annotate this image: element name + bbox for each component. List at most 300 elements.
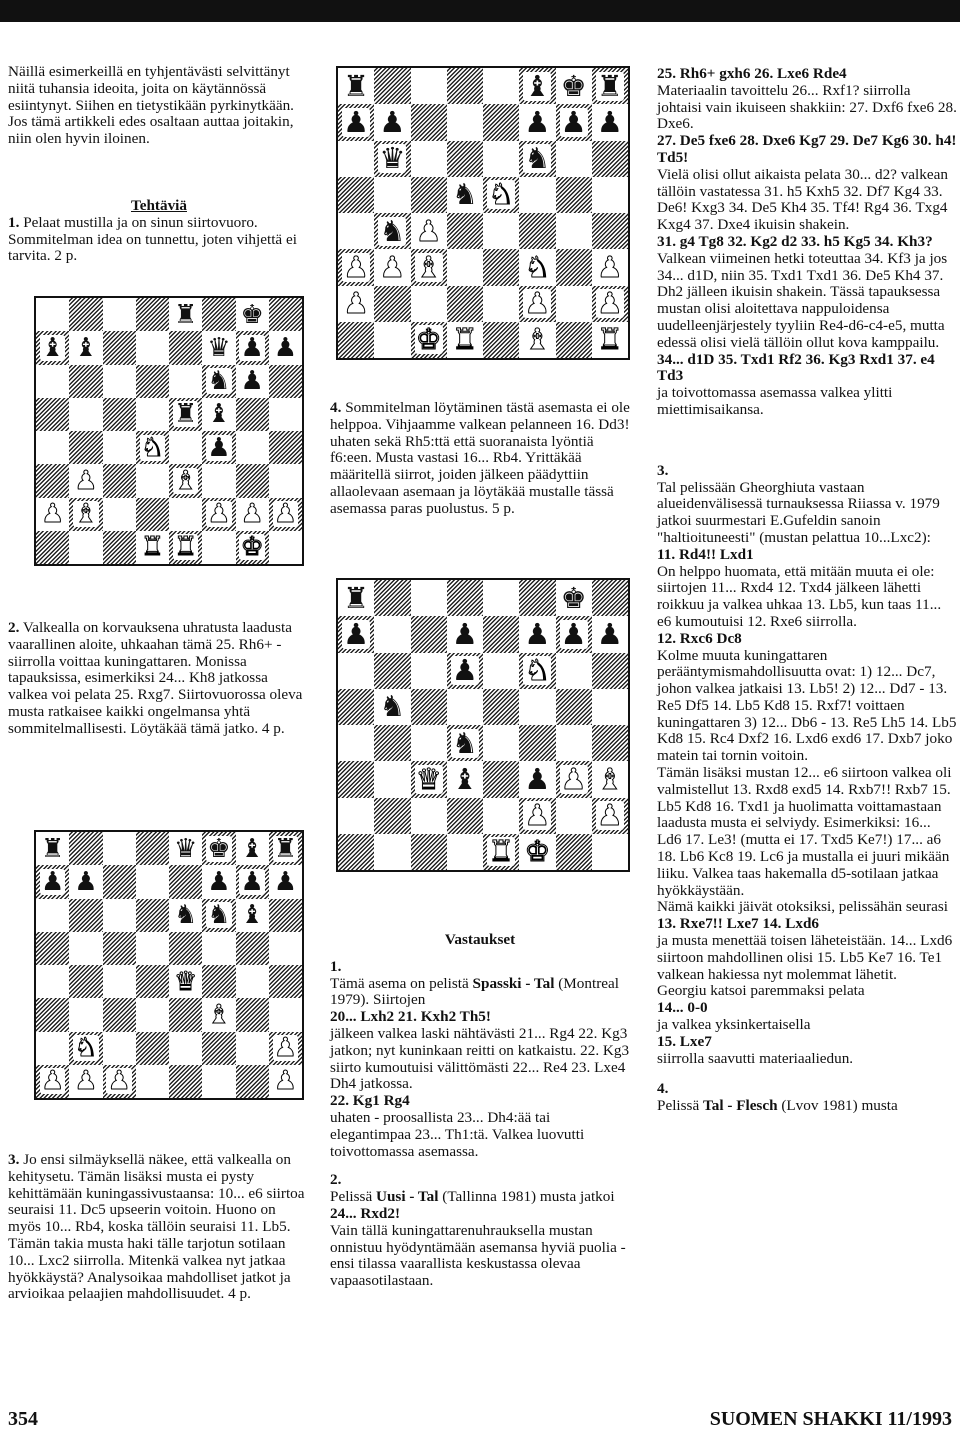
board-square [592,653,628,689]
board-square [169,331,202,364]
board-square [136,899,169,932]
board-square [169,298,202,331]
black-pawn-icon: ♟ [343,616,370,651]
board-square [556,834,592,870]
board-square [338,322,374,358]
board-square [411,68,447,104]
board-square [103,1065,136,1098]
board-square [519,798,555,834]
board-square [136,531,169,564]
board-square [136,832,169,865]
board-square [374,834,410,870]
black-queen-icon: ♛ [379,141,406,176]
black-bishop-icon: ♝ [74,332,98,363]
task-4: 4. Sommitelman löytäminen tästä asemasta ei ole helppoa. Vihjaamme valkean pelanneen 16. Dd3! uhaten sekä Rh5:ttä että suoranaista lyöntiä f6:een. Musta vastasi 16... Rb4. Yrittäkää määritellä siirrot, joiden jälkeen päädyttiin allaolevaan asemaan ja löytäkää mustalle tässä asemassa paras puolustus. 5 p. [330,399,630,517]
board-square [519,104,555,140]
board-square [556,580,592,616]
board-square [269,298,302,331]
board-square [374,286,410,322]
board-square [338,834,374,870]
board-square [519,653,555,689]
board-square [69,531,102,564]
board-square [103,531,136,564]
board-square [202,998,235,1031]
board-square [592,141,628,177]
board-square [592,104,628,140]
board-square [411,580,447,616]
black-king-icon: ♚ [560,580,587,615]
task-2: 2. Valkealla on korvauksena uhratusta laadusta vaarallinen aloite, uhkaahan tämä 25. Rh6+ -siirrolla voittaa kuningattaren. Monissa tapauksissa, esimerkiksi 24... Kh8 jatkossa valkea voi pelata 25. Rxg7. Siirtovuorossa oleva musta ratkaisee kaikki ongelmansa yhtä sommitelmallisesti. Löytäkää tämä jatko. 4 p. [8,619,303,737]
board-square [519,249,555,285]
top-rule [0,0,960,22]
board-square [169,932,202,965]
board-square [136,331,169,364]
board-square [519,616,555,652]
board-square [483,834,519,870]
board-square [269,998,302,1031]
column-right: 25. Rh6+ gxh6 26. Lxe6 Rde4 Materiaalin tavoittelu 26... Rxf1? siirrolla johtaisi vain ikuiseen shakkiin: 27. Dxf6 fxe6 28. Dxe6. 27. De5 fxe6 28. Dxe6 Kg7 29. De7 Kg6 30. h4! Td5! Vielä olisi ollut aikaista pelata 30... d2? valkean tällöin vastatessa 31. h5 Kxh5 32. Df7 Kg4 33. De6! Kxg3 34. De5 Kh4 35. Tf4! Rg4 36. Txg4 Kxg4 37. Dxe4 ikuisin shakein. 31. g4 Tg8 32. Kg2 d2 33. h5 Kg5 34. Kh3? Valkean viimeinen hetki toteuttaa 34. Kf3 ja jos 34... d1D, niin 35. Txd1 Txd1 36. De5 Kh4 37. Dh2 jälleen ikuisin shakein. Tässä tapauksessa mustan olisi aloitettava nappuloidensa uudelleenjärjestely tyyliin Re4-d6-c4-e5, mutta edessä olisi vielä tällöin ollut kova kamppailu. 34... d1D 35. Txd1 Rf2 36. Kg3 Rxd1 37. e4 Td3 ja toivottomassa asemassa valkea ylitti miettimisaikansa. 3. Tal pelissään Gheorghiuta vastaan alueidenvälisessä turnauksessa Riiassa v. 1979 jatkoi suurmestari E.Gufeldin sanoin "haltioituneesti" (mustan pelattua 10...Lxc2): 11. Rd4!! Lxd1 On helppo huomata, että mitään muuta ei ole: siirtojen 11... Rxd4 12. Txd4 jälkeen lähetti roikkuu ja valkea uhkaa 13. Lb5, kun taas 11... e6 kumoutuisi 12. Rxe6 siirrolla. 12. Rxc6 Dc8 Kolme muuta kuningattaren perääntymismahdollisuutta ovat: 1) 12... Dc7, johon valkea jatkaisi 13. Lb5! 2) 12... Dd7 - 13. Re5 Df5 14. Lb5 Kd8 15. Rxf7! voittaen kuningattaren 3) 12... Db6 - 13. Re5 Lh5 14. Lb5 Kd8 15. Rc4 Dxf2 16. Lxd6 exd6 17. Dxb7 joko matein tai tornin voitoin. Tämän lisäksi mustan 12... e6 siirtoon valkea oli valmistellut 13. Rxd8 exd5 14. Rxb7!! Rxb7 15. Lb5 Kd8 16. Txd1 ja huolimatta voittamastaan laadusta musta ei selviydy. Esimerkiksi: 16... Ld6 17. Le3! (mutta ei 17. Txd5 Ke7!) 17... a6 18. Lb6 Kc8 19. Lc6 ja mustalla ei juuri mikään liiku. Valkea taas hakemalla d5-sotilaan jatkaa hyökkäystään. Nämä kaikki jäivät otoksiksi, pelissähän seurasi 13. Rxe7!! Lxe7 14. Lxd6 ja musta menettää toisen läheteistään. 14... Lxd6 siirtoon mahdollinen olisi 15. Lb5 Ke7 16. Te1 valkean hakiessa nyt molemmat lähetit. Georgiu katsoi paremmaksi pelata 14... 0-0 ja valkea yksinkertaisella 15. Lxe7 siirrolla saavutti materiaaliedun. 4. Pelissä Tal - Flesch (Lvov 1981) musta [657,65,957,1115]
board-square [556,213,592,249]
white-pawn-icon: ♟ [343,249,370,284]
board-square [374,213,410,249]
board-square [483,616,519,652]
board-square [36,531,69,564]
board-square [236,965,269,998]
board-square [169,365,202,398]
board-square [338,761,374,797]
board-square [483,798,519,834]
board-square [374,68,410,104]
board-square [103,498,136,531]
board-square [374,725,410,761]
board-square [374,653,410,689]
board-square [483,213,519,249]
board-square [103,398,136,431]
white-pawn-icon: ♟ [524,798,551,833]
board-square [483,104,519,140]
board-square [236,932,269,965]
white-knight-icon: ♞ [140,432,165,463]
board-square [338,68,374,104]
board-square [374,104,410,140]
board-square [169,464,202,497]
board-square [447,141,483,177]
board-square [169,899,202,932]
board-square [592,177,628,213]
board-square [202,531,235,564]
chessboard-task-2 [34,830,304,1100]
board-square [374,580,410,616]
board-square [374,322,410,358]
board-square [519,834,555,870]
board-square [447,213,483,249]
board-square [236,865,269,898]
board-square [519,177,555,213]
board-square [338,141,374,177]
black-rook-icon: ♜ [173,299,198,330]
board-square [411,141,447,177]
board-square [236,398,269,431]
white-pawn-icon: ♟ [240,499,264,530]
board-square [236,298,269,331]
board-square [202,365,235,398]
black-rook-icon: ♜ [40,833,65,864]
board-square [236,832,269,865]
board-square [483,322,519,358]
board-square [36,331,69,364]
black-pawn-icon: ♟ [273,866,298,897]
board-square [592,761,628,797]
board-square [69,398,102,431]
black-king-icon: ♚ [207,833,231,864]
board-square [556,322,592,358]
board-square [69,932,102,965]
board-square [411,286,447,322]
board-square [338,104,374,140]
board-square [36,1065,69,1098]
white-rook-icon: ♜ [451,322,478,357]
board-square [447,322,483,358]
board-square [169,832,202,865]
board-square [519,322,555,358]
board-square [136,398,169,431]
board-square [411,689,447,725]
white-pawn-icon: ♟ [74,1066,98,1097]
board-square [169,431,202,464]
black-pawn-icon: ♟ [343,104,370,139]
board-square [169,498,202,531]
black-pawn-icon: ♟ [524,104,551,139]
board-square [169,398,202,431]
board-square [36,832,69,865]
board-square [36,431,69,464]
board-square [519,213,555,249]
board-square [338,213,374,249]
white-knight-icon: ♞ [74,1033,98,1064]
board-square [592,68,628,104]
white-pawn-icon: ♟ [273,1066,298,1097]
board-square [269,464,302,497]
white-king-icon: ♚ [524,834,551,869]
board-square [411,177,447,213]
black-pawn-icon: ♟ [240,332,264,363]
board-square [483,580,519,616]
board-square [447,104,483,140]
board-square [36,899,69,932]
board-square [338,798,374,834]
white-rook-icon: ♜ [488,834,515,869]
black-knight-icon: ♞ [207,900,231,931]
board-square [411,834,447,870]
board-square [36,998,69,1031]
board-square [447,725,483,761]
board-square [411,725,447,761]
white-rook-icon: ♜ [596,322,623,357]
board-square [136,464,169,497]
black-pawn-icon: ♟ [240,366,264,397]
board-square [447,177,483,213]
white-bishop-icon: ♝ [173,465,198,496]
white-queen-icon: ♛ [415,761,442,796]
board-square [202,1065,235,1098]
board-square [338,689,374,725]
board-square [374,141,410,177]
white-pawn-icon: ♟ [273,1033,298,1064]
white-knight-icon: ♞ [524,653,551,688]
board-square [269,965,302,998]
black-rook-icon: ♜ [343,580,370,615]
board-square [202,431,235,464]
board-square [269,1065,302,1098]
black-queen-icon: ♛ [173,833,198,864]
board-square [69,1032,102,1065]
board-square [447,689,483,725]
board-square [103,932,136,965]
black-queen-icon: ♛ [207,332,231,363]
board-square [519,580,555,616]
board-square [202,865,235,898]
board-square [103,431,136,464]
board-square [411,213,447,249]
board-square [374,761,410,797]
black-knight-icon: ♞ [207,366,231,397]
board-square [556,286,592,322]
board-square [592,834,628,870]
board-square [202,398,235,431]
board-square [338,616,374,652]
board-square [236,531,269,564]
board-square [236,1065,269,1098]
white-king-icon: ♚ [415,322,442,357]
black-pawn-icon: ♟ [524,761,551,796]
white-pawn-icon: ♟ [74,465,98,496]
black-knight-icon: ♞ [173,900,198,931]
black-bishop-icon: ♝ [524,68,551,103]
board-square [483,141,519,177]
black-pawn-icon: ♟ [207,866,231,897]
board-square [411,798,447,834]
black-pawn-icon: ♟ [207,432,231,463]
board-square [36,1032,69,1065]
board-square [269,1032,302,1065]
black-knight-icon: ♞ [451,725,478,760]
white-bishop-icon: ♝ [74,499,98,530]
black-bishop-icon: ♝ [40,332,65,363]
board-square [202,331,235,364]
board-square [483,249,519,285]
board-square [483,177,519,213]
board-square [103,865,136,898]
board-square [269,398,302,431]
board-square [556,653,592,689]
white-rook-icon: ♜ [173,532,198,563]
board-square [36,365,69,398]
board-square [236,431,269,464]
board-square [103,998,136,1031]
board-square [338,580,374,616]
magazine-footer: SUOMEN SHAKKI 11/1993 [709,1408,952,1430]
board-square [447,286,483,322]
board-square [103,298,136,331]
board-square [338,653,374,689]
white-pawn-icon: ♟ [343,286,370,321]
board-square [202,298,235,331]
white-pawn-icon: ♟ [596,286,623,321]
board-square [169,1065,202,1098]
answers-heading: Vastaukset [444,931,516,948]
answers-section: Vastaukset 1. Tämä asema on pelistä Spasski - Tal (Montreal 1979). Siirtojen 20... Lxh2 21. Kxh2 Th5! jälkeen valkea laski nähtävästi 21... Rg4 22. Kg3 jatkon; nyt kuninkaan reitti on katkaistu. 22. Kg3 siirto kumoutuisi välittömästi 22... Re4 23. Lxe4 Dh4 jatkossa. 22. Kg1 Rg4 uhaten - proosallista 23... Dh4:ää tai elegantimpaa 23... Th1:tä. Valkea luovutti toivottomassa asemassa. 2. Pelissä Uusi - Tal (Tallinna 1981) musta jatkoi 24... Rxd2! Vain tällä kuningattarenuhrauksella mustan onnistuu hyödyntämään asemansa hyviä puolia - ensi tilassa vaarallista keskustassa olevaa vapaasotilastaan. [330,931,630,1290]
page-number: 354 [8,1408,38,1430]
board-square [519,68,555,104]
board-square [103,1032,136,1065]
white-bishop-icon: ♝ [207,999,231,1030]
board-square [169,998,202,1031]
board-square [202,1032,235,1065]
board-square [269,365,302,398]
board-square [136,998,169,1031]
board-square [556,725,592,761]
black-pawn-icon: ♟ [40,866,65,897]
board-square [69,998,102,1031]
board-square [202,932,235,965]
black-pawn-icon: ♟ [524,616,551,651]
black-pawn-icon: ♟ [240,866,264,897]
board-square [338,725,374,761]
board-square [374,689,410,725]
black-pawn-icon: ♟ [596,616,623,651]
board-square [447,580,483,616]
white-bishop-icon: ♝ [415,249,442,284]
white-pawn-icon: ♟ [596,798,623,833]
board-square [236,464,269,497]
board-square [36,464,69,497]
board-square [136,298,169,331]
board-square [103,464,136,497]
black-pawn-icon: ♟ [560,104,587,139]
board-square [556,249,592,285]
black-bishop-icon: ♝ [207,399,231,430]
board-square [338,177,374,213]
board-square [374,798,410,834]
white-pawn-icon: ♟ [379,249,406,284]
black-rook-icon: ♜ [596,68,623,103]
board-square [483,725,519,761]
black-king-icon: ♚ [560,68,587,103]
board-square [556,104,592,140]
black-bishop-icon: ♝ [240,900,264,931]
black-rook-icon: ♜ [173,399,198,430]
board-square [136,1065,169,1098]
black-knight-icon: ♞ [379,689,406,724]
black-rook-icon: ♜ [273,833,298,864]
board-square [556,68,592,104]
board-square [269,932,302,965]
board-square [447,653,483,689]
board-square [592,689,628,725]
board-square [338,249,374,285]
board-square [136,365,169,398]
board-square [592,580,628,616]
white-pawn-icon: ♟ [524,286,551,321]
board-square [411,322,447,358]
board-square [519,761,555,797]
black-king-icon: ♚ [240,299,264,330]
white-knight-icon: ♞ [524,249,551,284]
board-square [36,965,69,998]
white-pawn-icon: ♟ [40,1066,65,1097]
black-pawn-icon: ♟ [451,653,478,688]
board-square [519,286,555,322]
board-square [169,965,202,998]
board-square [36,298,69,331]
black-pawn-icon: ♟ [379,104,406,139]
board-square [103,832,136,865]
board-square [69,899,102,932]
board-square [447,834,483,870]
board-square [69,298,102,331]
board-square [202,965,235,998]
board-square [411,653,447,689]
black-pawn-icon: ♟ [596,104,623,139]
board-square [483,68,519,104]
board-square [69,865,102,898]
intro-paragraph: Näillä esimerkeillä en tyhjentävästi selvittänyt niitä tuhansia ideoita, joita on käytännössä esiintynyt. Siihen en tietystikään pyrkinytkään. Jos tämä artikkeli edes osaltaan auttaa joitakin, niin olen hyvin iloinen. [8,63,294,148]
board-square [519,141,555,177]
board-square [592,725,628,761]
board-square [592,286,628,322]
board-square [269,531,302,564]
white-knight-icon: ♞ [488,177,515,212]
board-square [69,1065,102,1098]
board-square [202,899,235,932]
board-square [202,832,235,865]
white-king-icon: ♚ [240,532,264,563]
board-square [592,616,628,652]
board-square [36,865,69,898]
board-square [169,531,202,564]
board-square [202,498,235,531]
black-rook-icon: ♜ [343,68,370,103]
board-square [269,865,302,898]
board-square [269,431,302,464]
board-square [236,498,269,531]
board-square [169,865,202,898]
white-queen-icon: ♛ [173,966,198,997]
board-square [36,398,69,431]
board-square [136,932,169,965]
white-pawn-icon: ♟ [560,761,587,796]
board-square [411,761,447,797]
board-square [136,498,169,531]
black-bishop-icon: ♝ [451,761,478,796]
black-knight-icon: ♞ [451,177,478,212]
board-square [103,365,136,398]
chessboard-task-3 [336,66,630,360]
board-square [447,761,483,797]
board-square [69,431,102,464]
board-square [519,689,555,725]
board-square [103,965,136,998]
board-square [411,104,447,140]
white-pawn-icon: ♟ [273,499,298,530]
board-square [236,331,269,364]
board-square [374,177,410,213]
white-bishop-icon: ♝ [596,761,623,796]
board-square [411,616,447,652]
board-square [592,798,628,834]
board-square [447,798,483,834]
board-square [447,68,483,104]
